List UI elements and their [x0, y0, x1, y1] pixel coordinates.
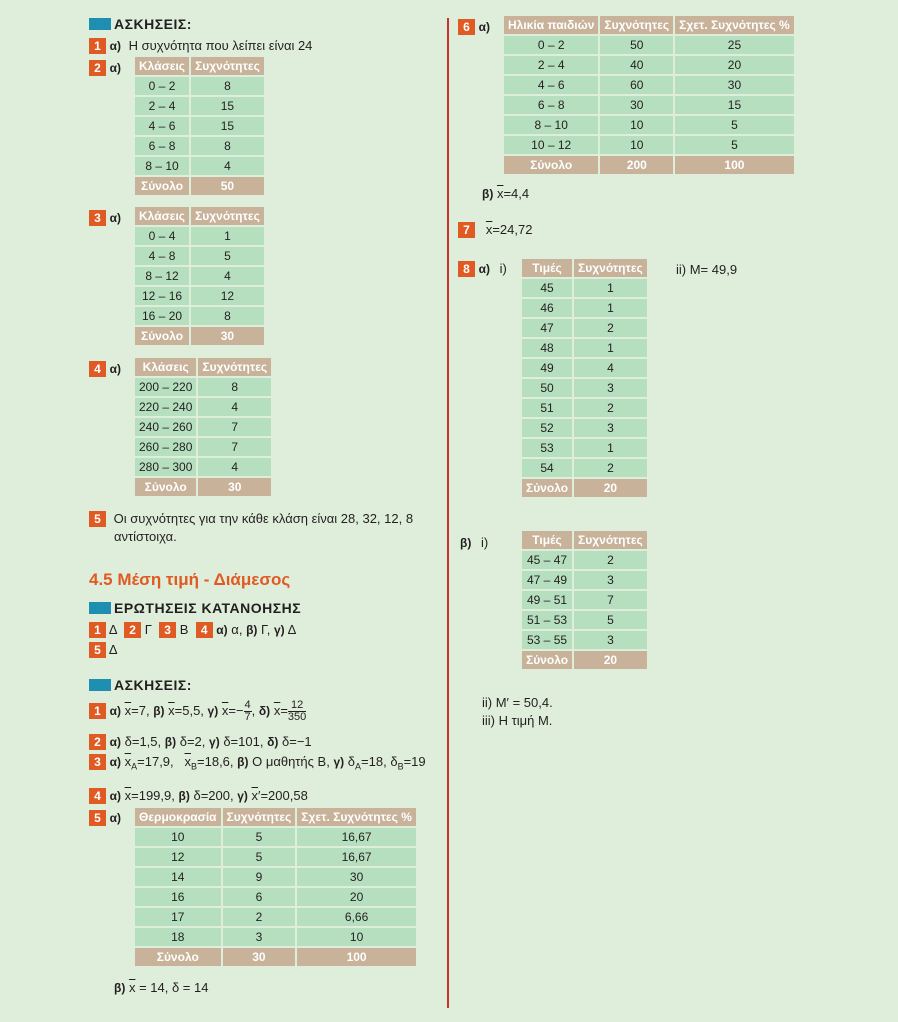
table-cell: 51 [522, 399, 572, 417]
exercise-4-table [133, 356, 273, 498]
table-cell: 8 [191, 307, 264, 325]
table-cell: 6 – 8 [135, 137, 189, 155]
total-cell: 100 [297, 948, 416, 966]
table-cell: 0 – 2 [504, 36, 598, 54]
table-cell: 5 [675, 116, 794, 134]
table-row [135, 287, 264, 305]
exercise-6-table [502, 14, 796, 176]
heading-bar-icon [89, 602, 111, 614]
table-cell: 45 [522, 279, 572, 297]
table-cell: 16 – 20 [135, 307, 189, 325]
column-header: Συχνότητες [191, 57, 264, 75]
total-cell: Σύνολο [522, 651, 572, 669]
table-row [135, 117, 264, 135]
table-row [522, 299, 647, 317]
table-cell: 8 [191, 137, 264, 155]
table-cell: 53 – 55 [522, 631, 572, 649]
table-cell: 2 [574, 459, 647, 477]
table-row [135, 307, 264, 325]
table-cell: 20 [297, 888, 416, 906]
solution-1: 1 α) $\overline{x}=7$, β) $\overline{x}=5,5$, γ) $\overline{x}=-$ $\frac{4}{7}$ , δ) $\overline{x}=$ $\frac{12}{350}$ [89, 700, 306, 723]
table-cell: 7 [198, 418, 271, 436]
exercise-6-b: β) $\overline{x}=4,4$ [482, 186, 530, 201]
column-header: Τιμές [522, 531, 572, 549]
table-cell: 3 [223, 928, 296, 946]
table-cell: 18 [135, 928, 221, 946]
table-cell: 0 – 2 [135, 77, 189, 95]
table-cell: 1 [574, 339, 647, 357]
solution-5-b: β) $\overline{x} = 14$, δ = 14 [114, 980, 209, 995]
table-cell: 47 – 49 [522, 571, 572, 589]
table-cell: 49 [522, 359, 572, 377]
table-cell: 200 – 220 [135, 378, 196, 396]
table-cell: 30 [297, 868, 416, 886]
table-cell: 8 – 10 [135, 157, 189, 175]
total-cell: 100 [675, 156, 794, 174]
total-cell: 200 [600, 156, 673, 174]
table-row [504, 136, 794, 154]
column-header: Ηλικία παιδιών [504, 16, 598, 34]
askiseis-heading-2: ΑΣΚΗΣΕΙΣ: [89, 677, 192, 693]
heading-bar-icon [89, 679, 111, 691]
total-cell: Σύνολο [522, 479, 572, 497]
table-row [522, 279, 647, 297]
table-cell: 7 [574, 591, 647, 609]
table-cell: 60 [600, 76, 673, 94]
table-cell: 5 [223, 848, 296, 866]
table-row [135, 418, 271, 436]
table-row [135, 267, 264, 285]
column-header: Κλάσεις [135, 358, 196, 376]
table-cell: 52 [522, 419, 572, 437]
column-header: Συχνότητες [191, 207, 264, 225]
table-cell: 10 [600, 136, 673, 154]
table-row [135, 398, 271, 416]
column-header: Σχετ. Συχνότητες % [675, 16, 794, 34]
column-header: Κλάσεις [135, 57, 189, 75]
total-cell: 30 [223, 948, 296, 966]
table-cell: 3 [574, 419, 647, 437]
table-row [135, 378, 271, 396]
total-cell: 30 [198, 478, 271, 496]
table-cell: 4 – 6 [504, 76, 598, 94]
table-row [504, 76, 794, 94]
table-row [135, 97, 264, 115]
table-cell: 46 [522, 299, 572, 317]
table-total-row [522, 651, 647, 669]
table-row [135, 458, 271, 476]
table-cell: 4 [191, 157, 264, 175]
table-cell: 1 [574, 279, 647, 297]
exercise-5: 5 Οι συχνότητες για την κάθε κλάση είναι 28, 32, 12, 8 αντίστοιχα. [89, 511, 439, 544]
table-row [135, 77, 264, 95]
table-cell: 12 [135, 848, 221, 866]
table-cell: 8 [191, 77, 264, 95]
heading-bar-icon [89, 18, 111, 30]
table-cell: 25 [675, 36, 794, 54]
table-cell: 1 [574, 299, 647, 317]
table-cell: 2 – 4 [504, 56, 598, 74]
table-row [135, 157, 264, 175]
table-row [522, 611, 647, 629]
table-row [504, 96, 794, 114]
table-cell: 2 [223, 908, 296, 926]
table-cell: 50 [600, 36, 673, 54]
table-cell: 4 [198, 458, 271, 476]
table-row [522, 459, 647, 477]
table-row [135, 137, 264, 155]
table-cell: 5 [223, 828, 296, 846]
table-header-row [504, 16, 794, 34]
table-total-row [135, 478, 271, 496]
total-cell: Σύνολο [135, 177, 189, 195]
table-cell: 4 – 8 [135, 247, 189, 265]
solution-3: 3 α) $\overline{x}_A=17,9$, $\overline{x}_B=18,6$, β) Ο μαθητής Β, γ) $\delta_A=18$, $\delta_B=19$ [89, 754, 426, 772]
table-cell: 2 – 4 [135, 97, 189, 115]
exercise-number: 1 [89, 38, 106, 54]
table-header-row [135, 57, 264, 75]
table-row [522, 339, 647, 357]
table-cell: 280 – 300 [135, 458, 196, 476]
fraction: $\frac{12}{350}$ [287, 699, 307, 723]
table-cell: 2 [574, 399, 647, 417]
column-header: Συχνότητες [198, 358, 271, 376]
exercise-3-label: 3 α) [89, 210, 121, 226]
total-cell: Σύνολο [135, 948, 221, 966]
table-cell: 260 – 280 [135, 438, 196, 456]
total-cell: 20 [574, 651, 647, 669]
table-cell: 9 [223, 868, 296, 886]
table-cell: 0 – 4 [135, 227, 189, 245]
exercise-7: 7 $\overline{x}=24,72$ [458, 222, 532, 238]
table-cell: 14 [135, 868, 221, 886]
table-cell: 4 [574, 359, 647, 377]
table-cell: 15 [191, 97, 264, 115]
table-header-row [522, 531, 647, 549]
exercise-8b-iii: iii) Η τιμή Μ. [482, 713, 553, 728]
table-header-row [135, 207, 264, 225]
exercise-2-table [133, 55, 266, 197]
table-cell: 53 [522, 439, 572, 457]
table-total-row [504, 156, 794, 174]
table-cell: 4 – 6 [135, 117, 189, 135]
table-row [135, 888, 416, 906]
table-cell: 16 [135, 888, 221, 906]
exercise-6-label: 6 α) [458, 19, 490, 35]
table-row [522, 359, 647, 377]
solution-2: 2 α) δ=1,5, β) δ=2, γ) δ=101, δ) δ=−1 [89, 734, 312, 750]
table-cell: 50 [522, 379, 572, 397]
column-divider [447, 18, 449, 1008]
table-cell: 20 [675, 56, 794, 74]
fraction: $\frac{4}{7}$ [244, 699, 251, 723]
table-header-row [135, 808, 416, 826]
table-header-row [135, 358, 271, 376]
table-cell: 40 [600, 56, 673, 74]
table-total-row [135, 948, 416, 966]
table-row [504, 56, 794, 74]
total-cell: Σύνολο [504, 156, 598, 174]
table-cell: 30 [600, 96, 673, 114]
table-row [522, 399, 647, 417]
total-cell: Σύνολο [135, 327, 189, 345]
table-row [522, 551, 647, 569]
table-row [135, 908, 416, 926]
table-cell: 51 – 53 [522, 611, 572, 629]
askiseis-heading: ΑΣΚΗΣΕΙΣ: [89, 16, 192, 32]
exercise-1: 1 α) Η συχνότητα που λείπει είναι 24 [89, 38, 312, 54]
table-cell: 8 [198, 378, 271, 396]
column-header: Συχνότητες [574, 531, 647, 549]
erotiseis-heading: ΕΡΩΤΗΣΕΙΣ ΚΑΤΑΝΟΗΣΗΣ [89, 600, 301, 616]
solution-5-label: 5 α) [89, 810, 121, 826]
table-cell: 6 [223, 888, 296, 906]
table-cell: 47 [522, 319, 572, 337]
solution-5-table [133, 806, 418, 968]
column-header: Τιμές [522, 259, 572, 277]
table-cell: 7 [198, 438, 271, 456]
table-cell: 1 [574, 439, 647, 457]
table-row [522, 319, 647, 337]
exercise-4-label: 4 α) [89, 361, 121, 377]
exercise-8-label: 8 α) i) [458, 261, 507, 277]
table-cell: 1 [191, 227, 264, 245]
table-cell: 49 – 51 [522, 591, 572, 609]
table-row [135, 928, 416, 946]
table-cell: 4 [191, 267, 264, 285]
table-cell: 5 [574, 611, 647, 629]
table-cell: 5 [675, 136, 794, 154]
table-row [522, 379, 647, 397]
table-cell: 3 [574, 379, 647, 397]
table-cell: 3 [574, 631, 647, 649]
column-header: Θερμοκρασία [135, 808, 221, 826]
table-cell: 16,67 [297, 828, 416, 846]
table-cell: 6,66 [297, 908, 416, 926]
table-cell: 30 [675, 76, 794, 94]
table-row [135, 438, 271, 456]
exercise-2-label: 2 α) [89, 60, 121, 76]
table-cell: 17 [135, 908, 221, 926]
table-row [135, 848, 416, 866]
table-cell: 2 [574, 319, 647, 337]
section-title: 4.5 Μέση τιμή - Διάμεσος [89, 570, 291, 589]
total-cell: 20 [574, 479, 647, 497]
table-cell: 6 – 8 [504, 96, 598, 114]
table-cell: 8 – 12 [135, 267, 189, 285]
table-row [522, 439, 647, 457]
total-cell: 50 [191, 177, 264, 195]
exercise-8-ii: ii) M= 49,9 [676, 262, 738, 277]
column-header: Συχνότητες [574, 259, 647, 277]
table-row [135, 227, 264, 245]
column-header: Κλάσεις [135, 207, 189, 225]
table-row [522, 571, 647, 589]
table-cell: 10 [297, 928, 416, 946]
table-cell: 5 [191, 247, 264, 265]
table-row [135, 828, 416, 846]
column-header: Συχνότητες [600, 16, 673, 34]
exercise-8b-ii: ii) M′ = 50,4. [482, 695, 553, 710]
table-cell: 12 [191, 287, 264, 305]
column-header: Σχετ. Συχνότητες % [297, 808, 416, 826]
table-row [522, 631, 647, 649]
table-row [504, 36, 794, 54]
table-row [135, 868, 416, 886]
table-cell: 240 – 260 [135, 418, 196, 436]
total-cell: 30 [191, 327, 264, 345]
exercise-8b-label: β) i) [460, 535, 489, 550]
column-header: Συχνότητες [223, 808, 296, 826]
table-cell: 16,67 [297, 848, 416, 866]
table-cell: 15 [675, 96, 794, 114]
table-cell: 54 [522, 459, 572, 477]
solution-4: 4 α) $\overline{x}=199,9$, β) δ=200, γ) $\overline{x}'=200,58$ [89, 788, 308, 804]
table-cell: 8 – 10 [504, 116, 598, 134]
table-header-row [522, 259, 647, 277]
table-row [135, 247, 264, 265]
table-row [504, 116, 794, 134]
table-cell: 15 [191, 117, 264, 135]
table-cell: 220 – 240 [135, 398, 196, 416]
exercise-3-table [133, 205, 266, 347]
table-cell: 4 [198, 398, 271, 416]
table-cell: 10 [600, 116, 673, 134]
total-cell: Σύνολο [135, 478, 196, 496]
table-total-row [522, 479, 647, 497]
table-row [522, 591, 647, 609]
questions-line-1: 1 Δ 2 Γ 3 Β 4 α) α, β) Γ, γ) Δ [89, 622, 296, 638]
table-cell: 12 – 16 [135, 287, 189, 305]
questions-line-2: 5 Δ [89, 642, 118, 658]
table-cell: 48 [522, 339, 572, 357]
table-cell: 45 – 47 [522, 551, 572, 569]
table-cell: 2 [574, 551, 647, 569]
table-total-row [135, 327, 264, 345]
table-total-row [135, 177, 264, 195]
table-cell: 10 – 12 [504, 136, 598, 154]
table-row [522, 419, 647, 437]
table-cell: 3 [574, 571, 647, 589]
exercise-8-table [520, 257, 649, 499]
exercise-8b-table [520, 529, 649, 671]
table-cell: 10 [135, 828, 221, 846]
